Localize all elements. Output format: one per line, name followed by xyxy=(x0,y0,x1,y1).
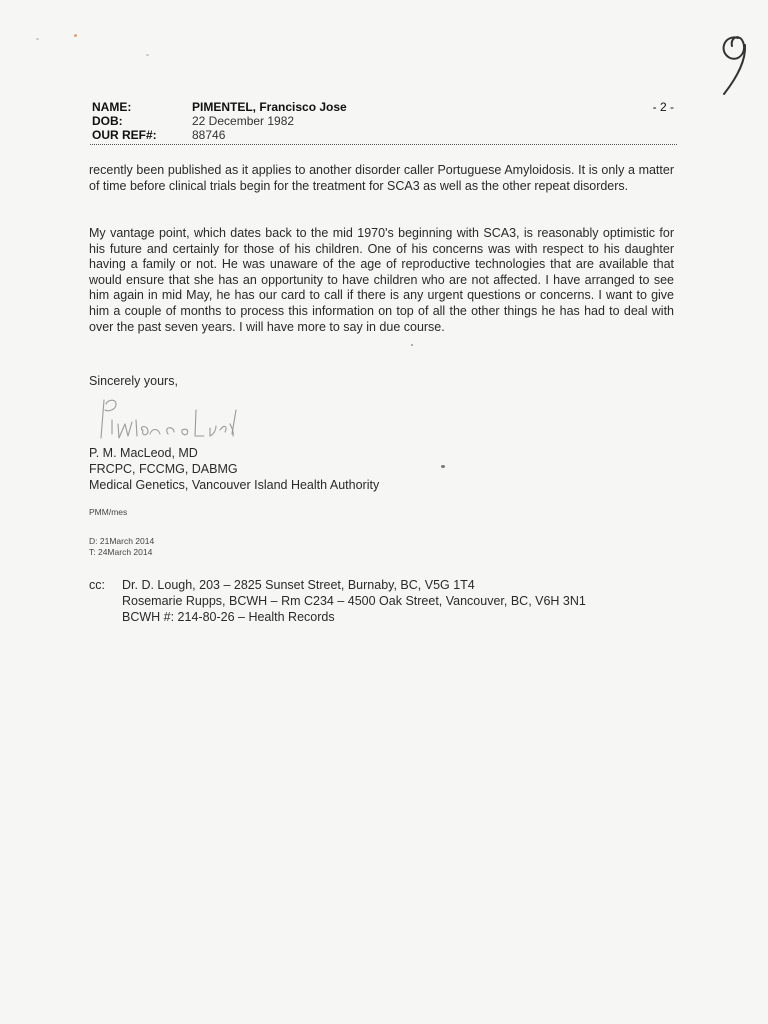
signatory-affiliation: Medical Genetics, Vancouver Island Health Authority xyxy=(89,478,380,492)
cc-label: cc: xyxy=(89,578,105,592)
scan-speck xyxy=(74,34,77,37)
page-number: - 2 - xyxy=(652,100,674,114)
header-divider xyxy=(90,144,677,145)
scan-speck xyxy=(411,344,413,346)
name-label: NAME: xyxy=(92,100,132,114)
name-row xyxy=(92,100,674,114)
dob-label: DOB: xyxy=(92,114,123,128)
cc-recipient: Rosemarie Rupps, BCWH – Rm C234 – 4500 Oak Street, Vancouver, BC, V6H 3N1 xyxy=(122,594,586,608)
cc-list xyxy=(122,577,586,625)
scan-speck xyxy=(146,54,149,56)
handwritten-page-number xyxy=(708,28,760,98)
patient-name: PIMENTEL, Francisco Jose xyxy=(192,100,347,114)
body-paragraph-2: My vantage point, which dates back to the mid 1970's beginning with SCA3, is reasonably optimistic for his future and certainly for those of his children. One of his concerns was with respect to his daughter having a family or not. He was unaware of the age of reproductive technologies that are available that would ensure that she has an opportunity to have children who are not affected. I have arranged to see him again in mid May, he has our card to call if there is any urgent questions or concerns. I want to give him a couple of months to process this information on top of all the other things he has had to deal with over the past seven years. I will have more to say in due course. xyxy=(89,226,674,334)
cc-recipient: Dr. D. Lough, 203 – 2825 Sunset Street, Burnaby, BC, V5G 1T4 xyxy=(122,578,475,592)
dictation-dates xyxy=(89,536,154,558)
cc-recipient: BCWH #: 214-80-26 – Health Records xyxy=(122,610,335,624)
typist-initials: PMM/mes xyxy=(89,507,128,517)
dictated-date: D: 21March 2014 xyxy=(89,536,155,546)
body-paragraph-1: recently been published as it applies to another disorder caller Portuguese Amyloidosis. It is only a matter of time before clinical trials begin for the treatment for SCA3 as well as the other repeat disorders. xyxy=(89,163,674,193)
closing: Sincerely yours, xyxy=(89,374,178,388)
signature-block xyxy=(89,445,379,493)
patient-header xyxy=(92,100,674,142)
scan-speck xyxy=(36,38,39,40)
handwritten-signature xyxy=(92,390,242,448)
ref-label: OUR REF#: xyxy=(92,128,157,142)
signatory-credentials: FRCPC, FCCMG, DABMG xyxy=(89,462,238,476)
dob-row xyxy=(92,114,674,128)
ref-value: 88746 xyxy=(192,128,226,142)
scan-speck xyxy=(441,465,445,468)
dob-value: 22 December 1982 xyxy=(192,114,295,128)
signatory-name: P. M. MacLeod, MD xyxy=(89,446,198,460)
ref-row xyxy=(92,128,674,142)
typed-date: T: 24March 2014 xyxy=(89,547,153,557)
